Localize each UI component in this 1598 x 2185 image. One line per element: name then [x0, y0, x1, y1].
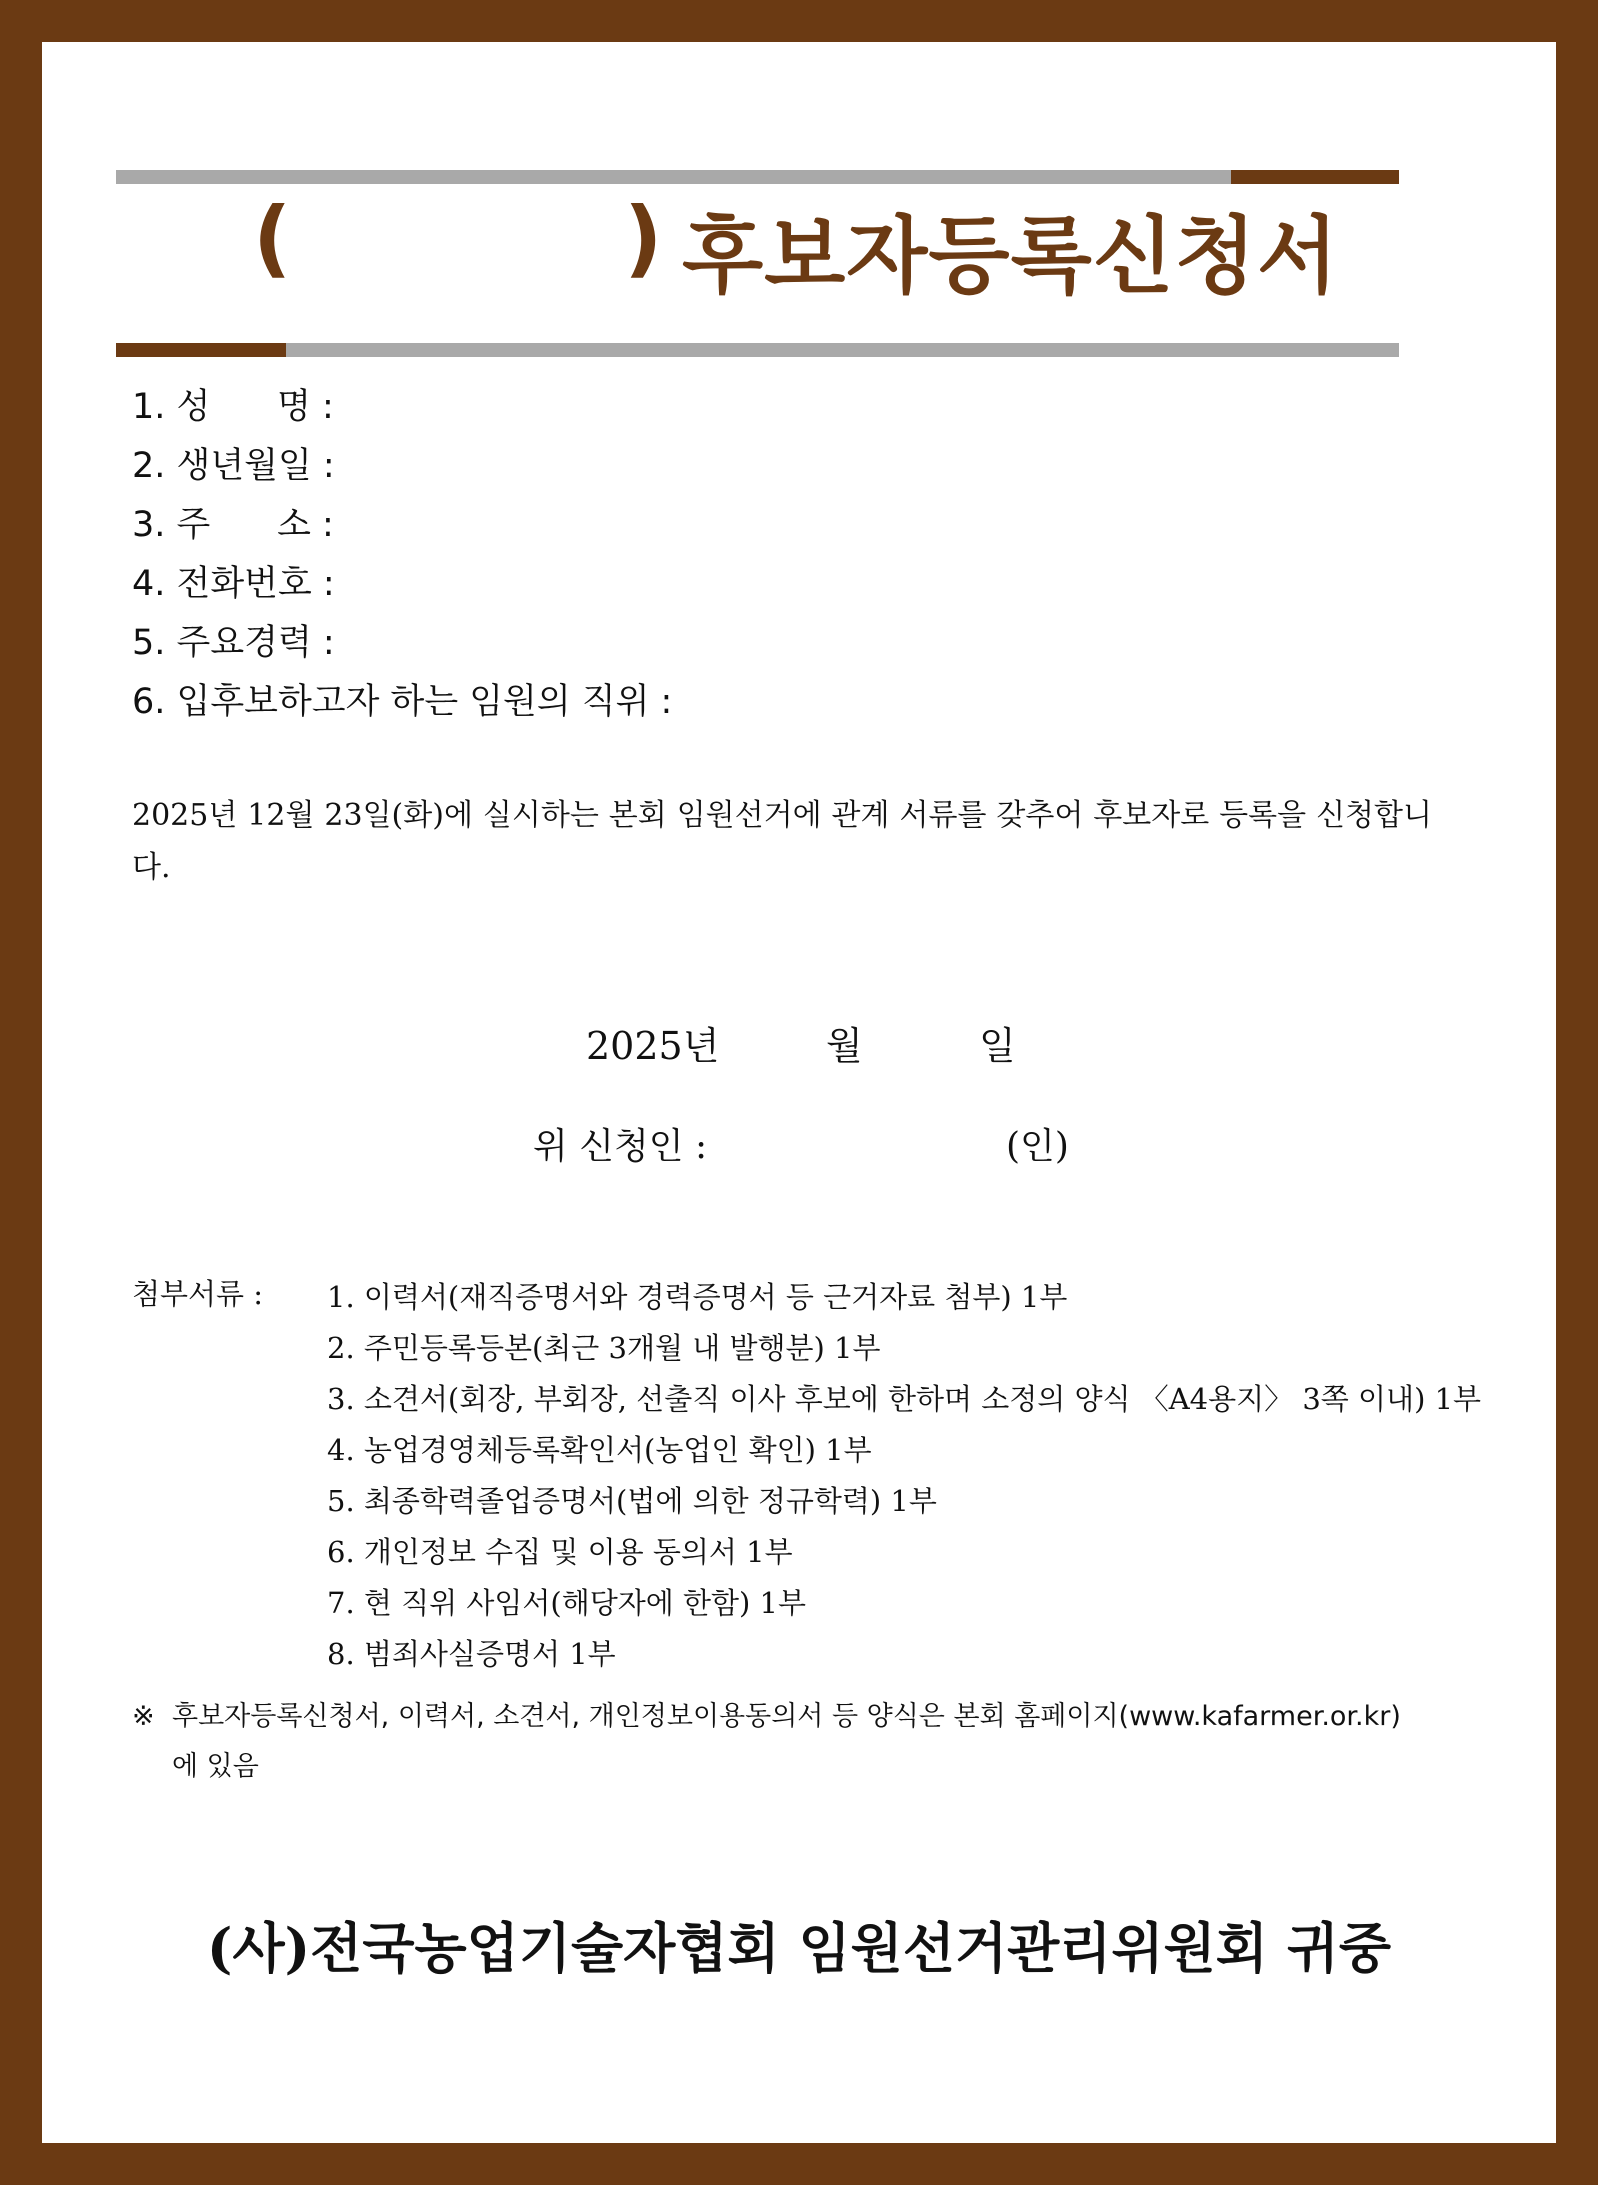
field-address: 3. 주 소 : [132, 505, 334, 545]
note-mark: ※ [132, 1701, 155, 1732]
date-year: 2025년 [586, 1024, 720, 1068]
seal-mark: (인) [1006, 1126, 1069, 1167]
attachment-item: 7. 현 직위 사임서(해당자에 한함) 1부 [327, 1586, 807, 1620]
date-day: 일 [979, 1024, 1016, 1068]
bottom-rule-gray [286, 343, 1399, 357]
attachment-item: 3. 소견서(회장, 부회장, 선출직 이사 후보에 한하며 소정의 양식 〈A4용지〉 3쪽 이내) 1부 [327, 1382, 1482, 1416]
title-open-paren: ( [253, 189, 292, 287]
title-close-paren: ) [624, 189, 663, 287]
form-sheet [42, 42, 1556, 2143]
field-name: 1. 성 명 : [132, 387, 334, 427]
attachment-item: 1. 이력서(재직증명서와 경력증명서 등 근거자료 첨부) 1부 [327, 1280, 1068, 1314]
attachment-item: 6. 개인정보 수집 및 이용 동의서 1부 [327, 1535, 793, 1569]
field-birthdate: 2. 생년월일 : [132, 446, 335, 486]
attachments-label: 첨부서류 : [132, 1277, 264, 1311]
applicant-fields [132, 378, 672, 732]
note-text: 후보자등록신청서, 이력서, 소견서, 개인정보이용동의서 등 양식은 본회 홈페이지(www.kafarmer.or.kr) 에 있음 [172, 1701, 1401, 1782]
note [132, 1692, 1432, 1792]
statement-paragraph: 2025년 12월 23일(화)에 실시하는 본회 임원선거에 관계 서류를 갖추어 후보자로 등록을 신청합니다. [132, 798, 1432, 885]
form-title [116, 175, 1399, 305]
title-text: 후보자등록신청서 [682, 207, 1340, 305]
date-month: 월 [826, 1024, 863, 1068]
attachment-item: 4. 농업경영체등록확인서(농업인 확인) 1부 [327, 1433, 872, 1467]
addressee-footer: (사)전국농업기술자협회 임원선거관리위원회 귀중 [206, 1916, 1392, 1980]
attachment-item: 2. 주민등록등본(최근 3개월 내 발행분) 1부 [327, 1331, 881, 1365]
field-position: 6. 입후보하고자 하는 임원의 직위 : [132, 682, 673, 722]
bottom-rule-brown [116, 343, 286, 357]
field-phone: 4. 전화번호 : [132, 564, 335, 604]
bottom-rule [116, 343, 1399, 357]
applicant-label: 위 신청인 : [533, 1126, 708, 1167]
attachments-list [327, 1272, 1482, 1680]
attachment-item: 8. 범죄사실증명서 1부 [327, 1637, 616, 1671]
field-career: 5. 주요경력 : [132, 623, 335, 663]
attachment-item: 5. 최종학력졸업증명서(법에 의한 정규학력) 1부 [327, 1484, 937, 1518]
